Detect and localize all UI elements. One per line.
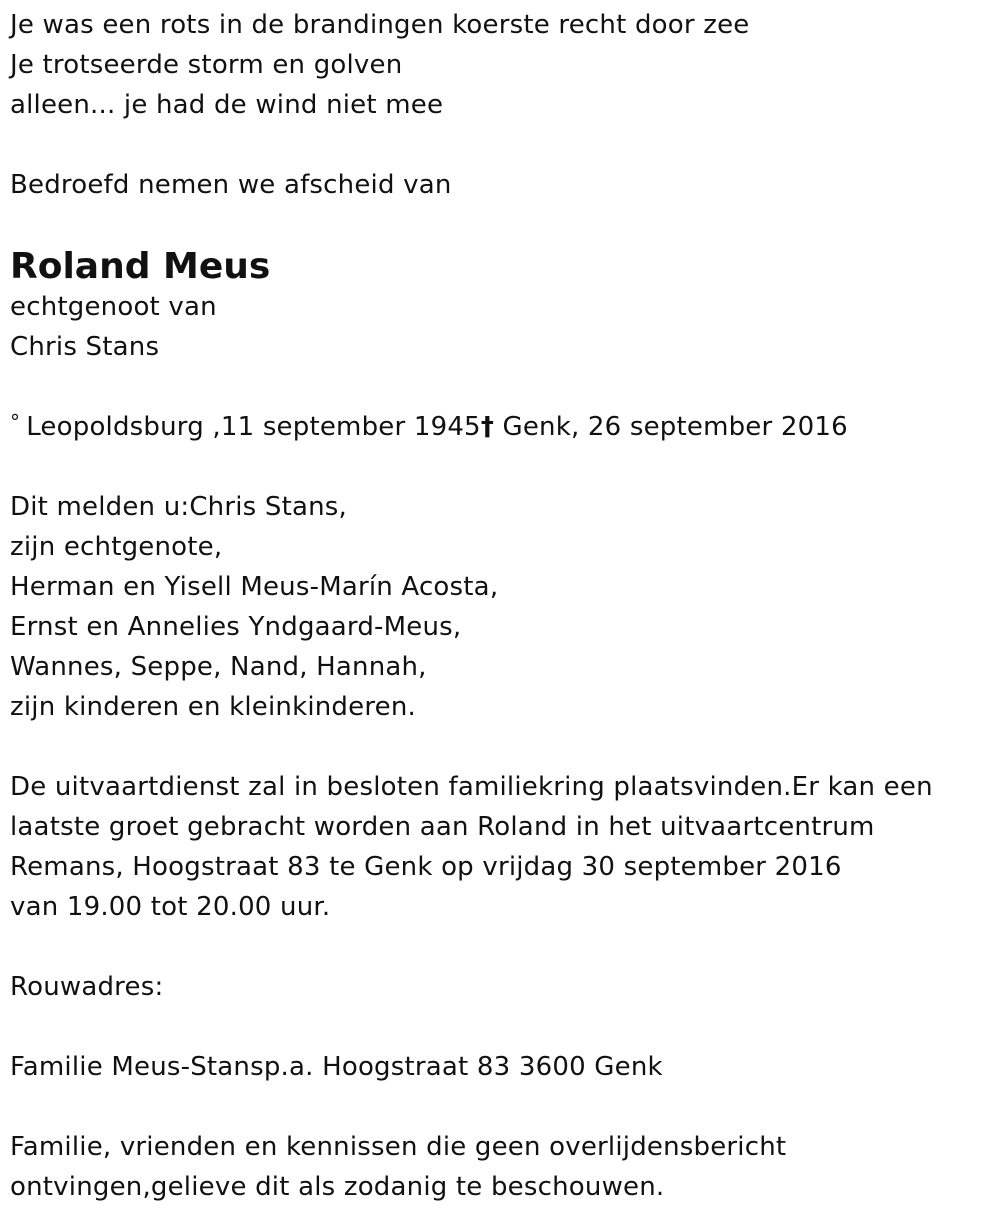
- family-line: zijn echtgenote,: [10, 532, 223, 562]
- service-line: De uitvaartdienst zal in besloten familiekring plaatsvinden.Er kan een: [10, 772, 933, 802]
- spouse-name: Chris Stans: [10, 332, 160, 362]
- service-line: laatste groet gebracht worden aan Roland in het uitvaartcentrum: [10, 812, 875, 842]
- cross-icon: †: [480, 412, 495, 442]
- birth-marker: °: [10, 410, 21, 434]
- spacer: [10, 727, 990, 767]
- intro-text: Bedroefd nemen we afscheid van: [10, 170, 452, 200]
- closing-note: [10, 1127, 990, 1207]
- family-line: Ernst en Annelies Yndgaard-Meus,: [10, 612, 462, 642]
- family-list: [10, 487, 990, 727]
- relation-text: echtgenoot van: [10, 292, 217, 322]
- death-info: Genk, 26 september 2016: [502, 412, 848, 442]
- service-info: [10, 767, 990, 927]
- spacer: [10, 125, 990, 165]
- closing-line: ontvingen,gelieve dit als zodanig te beschouwen.: [10, 1172, 665, 1202]
- mourning-address: Familie Meus-Stansp.a. Hoogstraat 83 3600 Genk: [10, 1052, 663, 1082]
- service-line: Remans, Hoogstraat 83 te Genk op vrijdag 30 september 2016: [10, 852, 842, 882]
- poem-line: alleen... je had de wind niet mee: [10, 90, 444, 120]
- spacer: [10, 205, 990, 245]
- poem-line: Je was een rots in de brandingen koerste recht door zee: [10, 10, 750, 40]
- spacer: [10, 447, 990, 487]
- closing-line: Familie, vrienden en kennissen die geen overlijdensbericht: [10, 1132, 787, 1162]
- life-dates: [10, 407, 990, 447]
- death-notice: [10, 5, 990, 1207]
- address-label: Rouwadres:: [10, 972, 164, 1002]
- spacer: [10, 927, 990, 967]
- poem: [10, 5, 990, 125]
- family-line: Dit melden u:Chris Stans,: [10, 492, 348, 522]
- spacer: [10, 1087, 990, 1127]
- family-line: zijn kinderen en kleinkinderen.: [10, 692, 416, 722]
- family-line: Herman en Yisell Meus-Marín Acosta,: [10, 572, 499, 602]
- poem-line: Je trotseerde storm en golven: [10, 50, 403, 80]
- service-line: van 19.00 tot 20.00 uur.: [10, 892, 331, 922]
- deceased-name: Roland Meus: [10, 246, 271, 287]
- family-line: Wannes, Seppe, Nand, Hannah,: [10, 652, 427, 682]
- spacer: [10, 1007, 990, 1047]
- birth-info: Leopoldsburg ,11 september 1945: [26, 412, 481, 442]
- spacer: [10, 367, 990, 407]
